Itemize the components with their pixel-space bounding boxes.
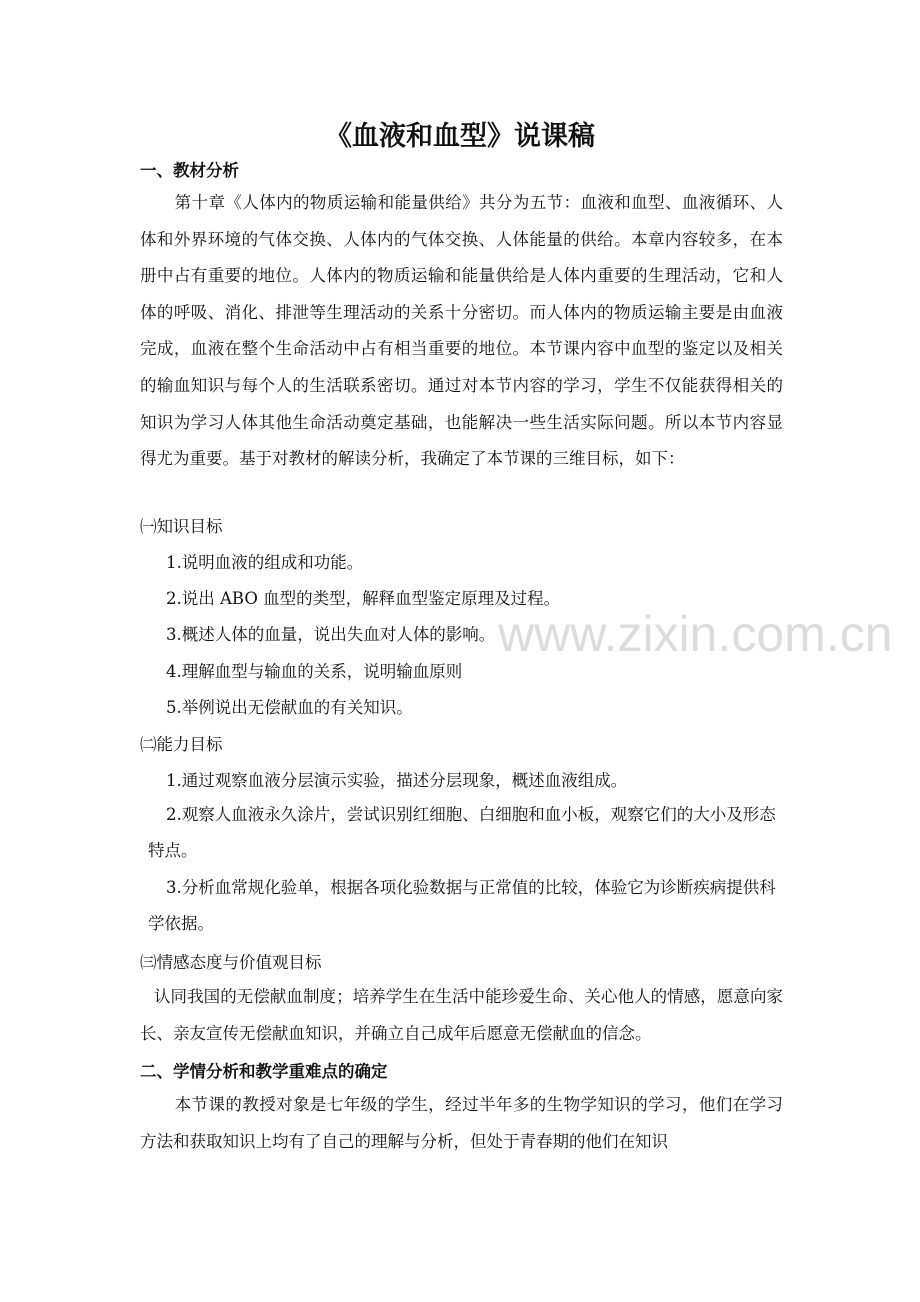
ability-goal-item: 2.观察人血液永久涂片，尝试识别红细胞、白细胞和血小板，观察它们的大小及形态特点。: [148, 805, 776, 860]
section-heading-2: 二、学情分析和教学重难点的确定: [140, 1062, 388, 1081]
ability-goal-item: 3.分析血常规化验单，根据各项化验数据与正常值的比较，体验它为诊断疾病提供科学依据。: [148, 878, 776, 933]
watermark: www.zixin.com.cn: [498, 606, 893, 662]
knowledge-goal-item: 5.举例说出无偿献血的有关知识。: [166, 698, 413, 717]
ability-goal-item: 1.通过观察血液分层演示实验，描述分层现象，概述血液组成。: [166, 771, 628, 790]
goal-label-ability: ㈡能力目标: [140, 735, 223, 754]
section-2-paragraph: 本节课的教授对象是七年级的学生，经过半年多的生物学知识的学习，他们在学习方法和获取知识上均有了自己的理解与分析，但处于青春期的他们在知识: [140, 1095, 783, 1151]
goal-label-attitude: ㈢情感态度与价值观目标: [140, 953, 322, 972]
knowledge-goal-item: 4.理解血型与输血的关系，说明输血原则: [166, 662, 463, 681]
section-heading-1: 一、教材分析: [140, 161, 239, 180]
attitude-goal-text: 认同我国的无偿献血制度；培养学生在生活中能珍爱生命、关心他人的情感，愿意向家长、亲友宣传无偿献血知识，并确立自己成年后愿意无偿献血的信念。: [140, 987, 783, 1043]
knowledge-goal-item: 3.概述人体的血量，说出失血对人体的影响。: [166, 625, 496, 644]
goal-label-knowledge: ㈠知识目标: [140, 517, 223, 536]
page-title: 《血液和血型》说课稿: [325, 121, 595, 152]
knowledge-goal-item: 1.说明血液的组成和功能。: [166, 553, 364, 572]
knowledge-goal-item: 2.说出 ABO 血型的类型，解释血型鉴定原理及过程。: [166, 589, 561, 608]
section-1-paragraph: 第十章《人体内的物质运输和能量供给》共分为五节：血液和血型、血液循环、人体和外界环境的气体交换、人体内的气体交换、人体能量的供给。本章内容较多，在本册中占有重要的地位。人体内的物质运输和能量供给是人体内重要的生理活动，它和人体的呼吸、消化、排泄等生理活动的关系十分密切。而人体内的物质运输主要是由血液完成，血液在整个生命活动中占有相当重要的地位。本节课内容中血型的鉴定以及相关的输血知识与每个人的生活联系密切。通过对本节内容的学习，学生不仅能获得相关的知识为学习人体其他生命活动奠定基础，也能解决一些生活实际问题。所以本节内容显得尤为重要。基于对教材的解读分析，我确定了本节课的三维目标，如下：: [140, 193, 783, 469]
